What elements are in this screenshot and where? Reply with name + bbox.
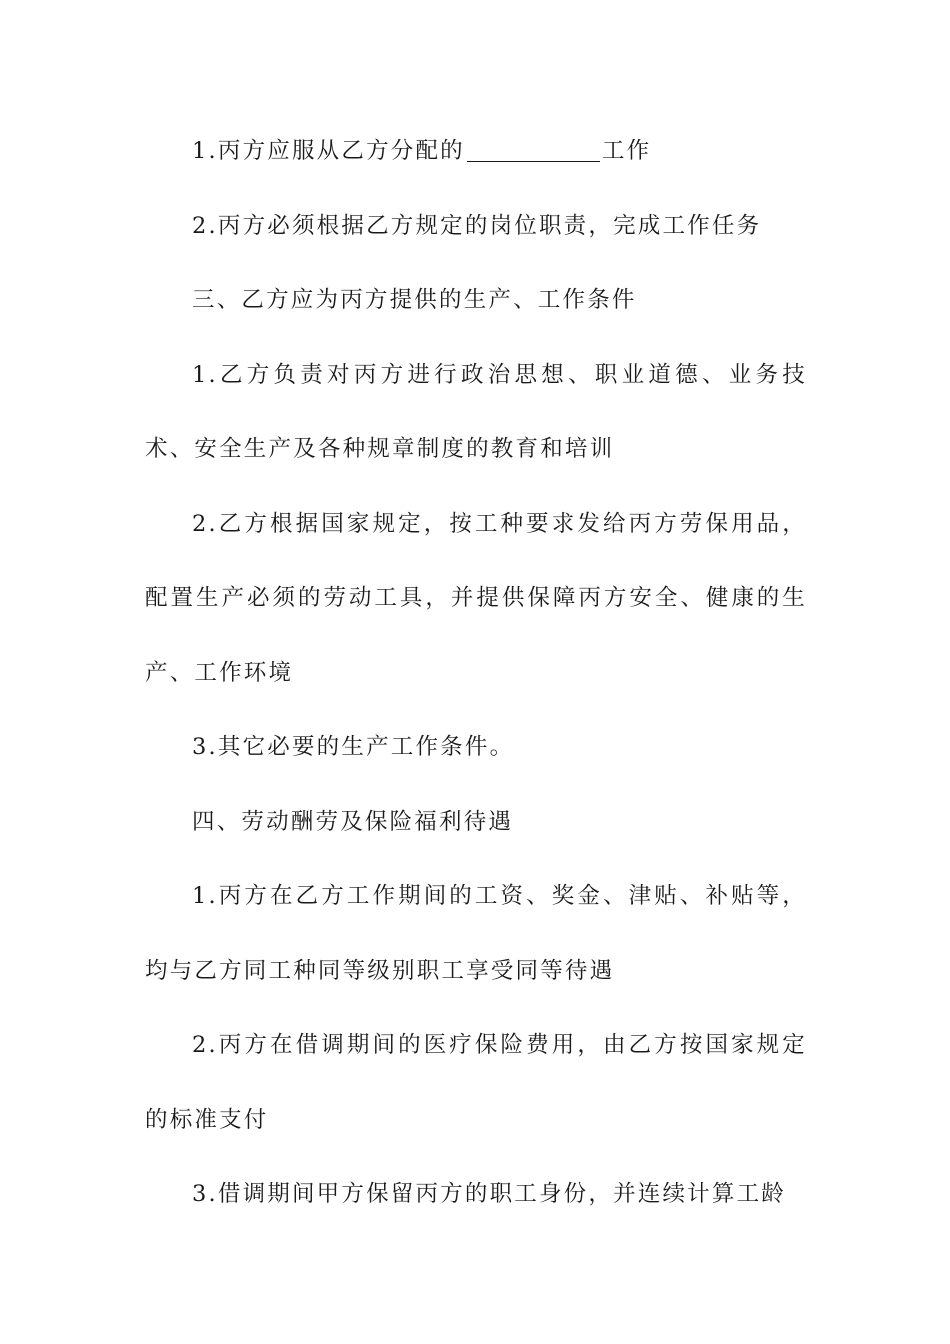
section-heading-working-conditions: 三、乙方应为丙方提供的生产、工作条件 [192, 287, 637, 313]
paragraph-protective-equipment: 2.乙方根据国家规定，按工种要求发给丙方劳保用品，配置生产必须的劳动工具，并提供保障丙方安全、健康的生产、工作环境 [145, 510, 807, 686]
paragraph-work-assignment [145, 114, 807, 189]
paragraph-job-duties: 2.丙方必须根据乙方规定的岗位职责，完成工作任务 [192, 212, 762, 239]
paragraph-training: 1.乙方负责对丙方进行政治思想、职业道德、业务技术、安全生产及各种规章制度的教育和培训 [145, 361, 807, 462]
fill-in-blank[interactable] [467, 139, 600, 162]
paragraph-seniority: 3.借调期间甲方保留丙方的职工身份，并连续计算工龄 [192, 1181, 786, 1207]
document-body [145, 114, 807, 1232]
section-heading-remuneration: 四、劳动酬劳及保险福利待遇 [192, 808, 514, 835]
paragraph-salary: 1.丙方在乙方工作期间的工资、奖金、津贴、补贴等，均与乙方同工种同等级别职工享受同等待遇 [145, 883, 807, 984]
paragraph-other-conditions: 3.其它必要的生产工作条件。 [192, 734, 515, 760]
paragraph-text: 工作 [601, 138, 652, 164]
paragraph-medical-insurance: 2.丙方在借调期间的医疗保险费用，由乙方按国家规定的标准支付 [145, 1032, 807, 1133]
paragraph-text: 1.丙方应服从乙方分配的 [192, 138, 465, 164]
